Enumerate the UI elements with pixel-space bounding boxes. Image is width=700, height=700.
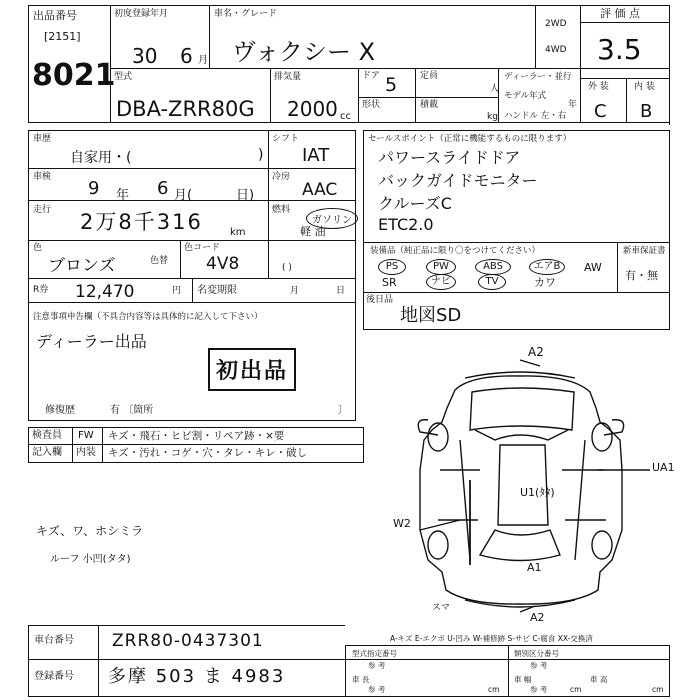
- inspection-month: 6: [157, 178, 169, 199]
- first-reg-month: 6: [180, 44, 193, 68]
- equipment-label: 装備品（純正品に限り〇をつけてください）: [370, 246, 541, 256]
- aftermarket-value: 地図SD: [400, 305, 462, 326]
- drive-2wd: 2WD: [545, 19, 567, 29]
- form-class-label: 類別区分番号: [514, 649, 559, 658]
- score-value: 3.5: [597, 33, 642, 66]
- history-label: 車歴: [33, 134, 52, 144]
- inspection-month-unit: 月(: [174, 188, 193, 203]
- recycle-unit: 円: [172, 286, 182, 296]
- history-value: 自家用・(: [70, 150, 132, 166]
- model-label: 車名・グレード: [214, 9, 278, 19]
- color-value: ブロンズ: [48, 256, 116, 276]
- shape-label: 形状: [362, 100, 381, 110]
- lot-bracket: [2151]: [44, 30, 81, 43]
- fw-items: キズ・飛石・ヒビ割・リペア跡・×要: [108, 430, 285, 442]
- door-label: ドア: [362, 71, 380, 81]
- chassis-label: 車台番号: [34, 635, 74, 646]
- selling-point-4: ETC2.0: [378, 215, 434, 234]
- color-code-value: 4V8: [206, 254, 240, 274]
- cm-3: cm: [652, 685, 664, 694]
- mark-a2-top: A2: [528, 345, 544, 359]
- load-label: 積載: [420, 100, 439, 110]
- fw-label: FW: [78, 430, 94, 441]
- ac-label: 冷房: [272, 172, 291, 182]
- fuel-diesel: 軽 油: [300, 225, 326, 238]
- notes-dealer-text: ディーラー出品: [36, 332, 147, 351]
- plate-label: 登録番号: [34, 671, 74, 682]
- repair-label: 修復歴: [45, 405, 75, 416]
- remark-line-2: ルーフ 小凹(タタ): [50, 554, 131, 565]
- inside-items: キズ・汚れ・コゲ・穴・タレ・キレ・破し: [108, 447, 308, 459]
- width-label: 車 幅: [514, 675, 532, 684]
- entry-label: 記入欄: [32, 447, 62, 458]
- history-close: ): [258, 147, 264, 163]
- exterior-grade: C: [594, 101, 607, 122]
- height-label: 車 高: [590, 675, 608, 684]
- model-year-unit: 年: [568, 100, 578, 110]
- repair-value: 有 〔箇所: [110, 405, 154, 416]
- door-value: 5: [385, 74, 398, 96]
- displacement-value: 2000: [287, 97, 338, 121]
- mark-a1: A1: [527, 561, 542, 574]
- equip-airbag: エアB: [529, 259, 565, 275]
- color-swap-label: 色替: [150, 256, 169, 266]
- score-label: 評 価 点: [600, 7, 640, 20]
- model-year-label: モデル年式: [504, 91, 547, 101]
- first-reg-year: 30: [132, 44, 158, 68]
- selling-point-3: クルーズC: [378, 194, 452, 213]
- exterior-label: 外 装: [588, 82, 609, 92]
- cm-1: cm: [488, 685, 500, 694]
- selling-point-1: パワースライドドア: [378, 148, 521, 167]
- ref-1: 参 考: [368, 661, 386, 670]
- color-code-label: 色コード: [184, 243, 221, 253]
- inspection-day-unit: 日): [236, 188, 255, 203]
- name-change-month: 月: [290, 286, 300, 296]
- first-reg-month-unit: 月: [198, 55, 208, 66]
- equip-abs: ABS: [475, 259, 511, 275]
- fuel-label: 燃料: [272, 205, 291, 215]
- remark-line-1: キズ、ワ、ホシミラ: [36, 524, 144, 538]
- mark-a2-bottom: A2: [530, 611, 545, 624]
- aftermarket-label: 後日品: [366, 295, 394, 305]
- name-change-day: 日: [336, 286, 346, 296]
- equip-tv: TV: [478, 274, 506, 290]
- chassis-value: ZRR80-0437301: [112, 631, 264, 651]
- equip-leather: カワ: [534, 276, 556, 289]
- warranty-label: 新車保証書: [623, 246, 666, 256]
- inspection-year: 9: [88, 178, 100, 199]
- shift-label: シフト: [272, 134, 300, 144]
- first-listing-stamp: 初出品: [208, 348, 296, 391]
- capacity-unit: 人: [490, 84, 500, 94]
- interior-label: 内 装: [634, 82, 655, 92]
- plate-value: 多摩 503 ま 4983: [108, 666, 286, 687]
- handle-label: ハンドル 左・右: [504, 111, 567, 121]
- name-change-label: 名変期限: [197, 285, 237, 296]
- warranty-value: 有・無: [625, 269, 658, 282]
- load-unit: kg: [487, 112, 498, 122]
- mileage-value: 2万8千316: [80, 210, 203, 234]
- damage-legend: A-キズ E-エクボ U-凹み W-補修跡 S-サビ C-腐食 XX-交換済: [390, 634, 593, 643]
- selling-point-2: バックガイドモニター: [378, 171, 538, 190]
- mileage-unit: km: [230, 227, 246, 238]
- inspection-label: 車検: [33, 172, 52, 182]
- cm-2: cm: [570, 685, 582, 694]
- equip-sr: SR: [382, 276, 397, 289]
- selling-points-label: セールスポイント（正常に機能するものに限ります）: [368, 134, 572, 144]
- type-value: DBA-ZRR80G: [116, 97, 255, 121]
- dealer-label: ディーラー・並行: [504, 72, 572, 82]
- mileage-label: 走行: [33, 205, 52, 215]
- ref-2: 参 考: [530, 661, 548, 670]
- equip-navi: ナビ: [426, 274, 456, 290]
- mark-suma: スマ: [432, 603, 450, 613]
- lot-label: 出品番号: [33, 9, 77, 22]
- inside-label: 内装: [76, 447, 96, 458]
- first-reg-label: 初度登録年月: [114, 9, 169, 19]
- displacement-label: 排気量: [274, 72, 302, 82]
- capacity-label: 定員: [420, 71, 439, 81]
- fuel-paren: ( ): [282, 263, 292, 273]
- inspector-label: 検査員: [32, 430, 62, 441]
- type-label: 型式: [114, 72, 133, 82]
- notes-label: 注意事項申告欄（不具合内容等は具体的に記入して下さい）: [33, 312, 263, 322]
- mark-u1: U1(ﾀﾀ): [520, 486, 555, 499]
- inspection-year-unit: 年: [116, 188, 130, 203]
- shift-value: IAT: [302, 145, 330, 166]
- drive-4wd: 4WD: [545, 45, 567, 55]
- displacement-unit: cc: [340, 111, 351, 122]
- interior-grade: B: [640, 101, 653, 122]
- equip-aw: AW: [584, 261, 602, 274]
- ref-4: 参 考: [530, 685, 548, 694]
- fuel-gas-circled: ガソリン: [306, 208, 358, 229]
- ac-value: AAC: [302, 180, 338, 200]
- form-type-label: 型式指定番号: [352, 649, 397, 658]
- lot-number: 8021: [32, 58, 116, 93]
- recycle-value: 12,470: [75, 282, 135, 302]
- ref-3: 参 考: [368, 685, 386, 694]
- mark-w2: W2: [393, 517, 411, 530]
- repair-close: 〕: [338, 405, 348, 416]
- equip-ps: PS: [378, 259, 406, 275]
- length-label: 車 長: [352, 675, 370, 684]
- equip-pw: PW: [426, 259, 456, 275]
- mark-ua1: UA1: [652, 461, 675, 474]
- model-name: ヴォクシー X: [232, 38, 376, 66]
- color-label: 色: [33, 243, 43, 253]
- recycle-label: R券: [33, 285, 49, 295]
